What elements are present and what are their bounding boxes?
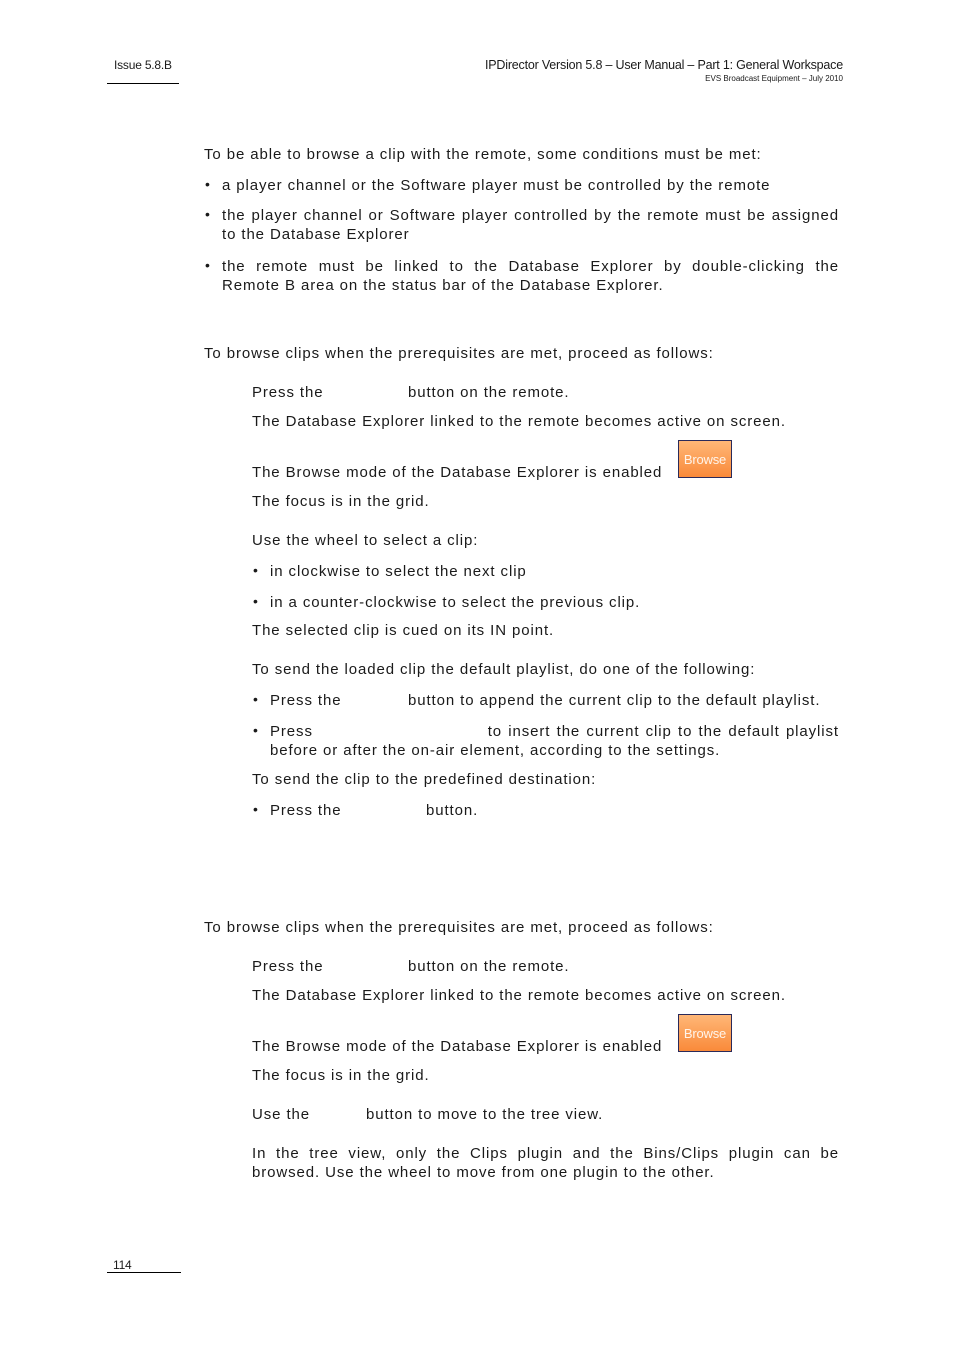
s1-step1-result1: The Database Explorer linked to the remote becomes active on screen. — [252, 413, 786, 430]
browse-mode-button[interactable]: Browse — [678, 440, 732, 478]
prereq-bullet-2: the player channel or Software player controlled by the remote must be assigned to the Database Explorer — [222, 207, 839, 243]
browse-mode-button[interactable]: Browse — [678, 1014, 732, 1052]
s2-step1-press: Press the — [252, 958, 324, 975]
prereq-bullet-1: a player channel or the Software player must be controlled by the remote — [222, 177, 771, 194]
prereq-intro: To be able to browse a clip with the remote, some conditions must be met: — [204, 146, 762, 163]
prereq-bullet-3: the remote must be linked to the Database Explorer by double-clicking the Remote B area on the status bar of the Database Explorer. — [222, 258, 839, 294]
bullet-dot: • — [253, 562, 258, 578]
s1-step1-press-rest: button on the remote. — [408, 384, 570, 401]
s1-step3-b1-rest: button to append the current clip to the default playlist. — [408, 692, 821, 709]
footer-rule — [107, 1272, 181, 1273]
bullet-dot: • — [253, 801, 258, 817]
document-subtitle: EVS Broadcast Equipment – July 2010 — [705, 74, 843, 83]
s1-step3-dest: To send the clip to the predefined destination: — [252, 771, 597, 788]
issue-label: Issue 5.8.B — [114, 58, 172, 72]
s2-step1-result1: The Database Explorer linked to the remote becomes active on screen. — [252, 987, 786, 1004]
bullet-dot: • — [205, 257, 210, 273]
s2-step3-text: In the tree view, only the Clips plugin and the Bins/Clips plugin can be browsed. Use the wheel to move from one plugin to the other. — [252, 1145, 839, 1181]
s2-step1-result3: The focus is in the grid. — [252, 1067, 430, 1084]
s1-step3-b3-rest: button. — [426, 802, 479, 819]
s2-step2-use-rest: button to move to the tree view. — [366, 1106, 604, 1123]
section2-intro: To browse clips when the prerequisites are met, proceed as follows: — [204, 919, 714, 936]
bullet-dot: • — [253, 691, 258, 707]
s1-step2-bullet-1: in clockwise to select the next clip — [270, 563, 527, 580]
s2-step1-press-rest: button on the remote. — [408, 958, 570, 975]
s1-step1-result2: The Browse mode of the Database Explorer is enabled — [252, 464, 663, 481]
s1-step2-text: Use the wheel to select a clip: — [252, 532, 479, 549]
bullet-dot: • — [253, 722, 258, 738]
s1-step3-b2: Press to insert the current clip to the default playlist before or after the on-air element, according to the settings. — [270, 723, 845, 759]
s1-step2-result: The selected clip is cued on its IN point. — [252, 622, 555, 639]
section1-intro: To browse clips when the prerequisites are met, proceed as follows: — [204, 345, 714, 362]
header-rule — [107, 83, 179, 84]
s1-step2-bullet-2: in a counter-clockwise to select the previous clip. — [270, 594, 641, 611]
bullet-dot: • — [253, 593, 258, 609]
bullet-dot: • — [205, 206, 210, 222]
document-title: IPDirector Version 5.8 – User Manual – Part 1: General Workspace — [485, 58, 843, 72]
s1-step3-b1-press: Press the — [270, 692, 342, 709]
s1-step1-result3: The focus is in the grid. — [252, 493, 430, 510]
page-number: 114 — [113, 1258, 132, 1272]
bullet-dot: • — [205, 176, 210, 192]
s1-step1-press: Press the — [252, 384, 324, 401]
s1-step3-b3-press: Press the — [270, 802, 342, 819]
s1-step3-text: To send the loaded clip the default playlist, do one of the following: — [252, 661, 756, 678]
s2-step1-result2: The Browse mode of the Database Explorer is enabled — [252, 1038, 663, 1055]
s2-step2-use: Use the — [252, 1106, 310, 1123]
